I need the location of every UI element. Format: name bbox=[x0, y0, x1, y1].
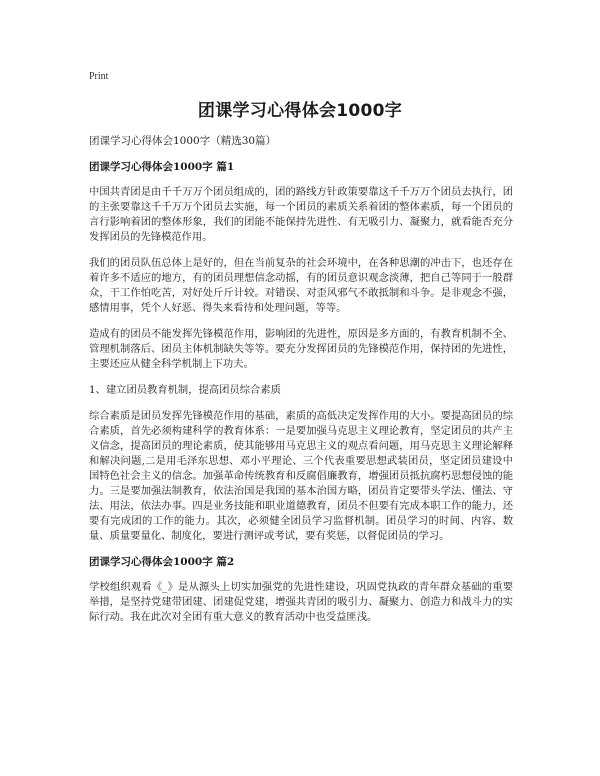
section-2 bbox=[89, 555, 513, 625]
paragraph: 我们的团员队伍总体上是好的，但在当前复杂的社会环境中，在各种思潮的冲击下，也还存在着许多不适应的地方，有的团员理想信念动摇，有的团员意识观念淡薄，把自己等同于一般群众，干工作怕吃苦，对好处斤斤计较。对错误、对歪风邪气不敢抵制和斗争。是非观念不强，感情用事，凭个人好恶、得失来看待和处理问题，等等。 bbox=[89, 257, 513, 314]
paragraph: 造成有的团员不能发挥先锋模范作用，影响团的先进性，原因是多方面的，有教育机制不全、管理机制落后、团员主体机制缺失等等。要充分发挥团员的先锋模范作用，保持团的先进性，主要还应从健全科学机制上下功夫。 bbox=[89, 328, 513, 370]
paragraph: 学校组织观看《_》是从源头上切实加强党的先进性建设，巩固党执政的青年群众基础的重要举措，是坚持党建带团建、团建促党建，增强共青团的吸引力、凝聚力、创造力和战斗力的实际行动。我在此次对全团有重大意义的教育活动中也受益匪浅。 bbox=[89, 581, 513, 623]
print-link[interactable]: Print bbox=[89, 71, 109, 82]
section-heading: 团课学习心得体会1000字 篇2 bbox=[89, 556, 235, 568]
paragraph-subheading: 1、建立团员教育机制，提高团员综合素质 bbox=[89, 384, 281, 396]
paragraph: 综合素质是团员发挥先锋模范作用的基础，素质的高低决定发挥作用的大小。要提高团员的综合素质，首先必须构建科学的教育体系：一是要加强马克思主义理论教育，坚定团员的共产主义信念，提高团员的理论素质，使其能够用马克思主义的观点看问题，用马克思主义理论解释和解决问题,二是用毛泽东思想、邓小平理论、三个代表重要思想武装团员，坚定团员建设中国特色社会主义的信念。加强革命传统教育和反腐倡廉教育，增强团员抵抗腐朽思想侵蚀的能力。三是要加强法制教育，依法治国是我国的基本治国方略，团员肯定要带头学法、懂法、守法、用法，依法办事。四是业务技能和职业道德教育，团员不但要有完成本职工作的能力，还要有完成团的工作的能力。其次，必须健全团员学习监督机制。团员学习的时间、内容、数量、质量要量化、制度化，要进行测评或考试，要有奖惩，以督促团员的学习。 bbox=[89, 410, 513, 542]
paragraph: 中国共青团是由千千万万个团员组成的，团的路线方针政策要靠这千千万万个团员去执行，团的主张要靠这千千万万个团员去实施，每一个团员的素质关系着团的整体素质，每一个团员的言行影响着团的整体形象，我们的团能不能保持先进性、有无吸引力、凝聚力，就看能否充分发挥团员的先锋模范作用。 bbox=[89, 186, 513, 243]
document-body bbox=[89, 134, 513, 636]
section-1 bbox=[89, 160, 513, 544]
page-title: 团课学习心得体会1000字 bbox=[197, 101, 403, 121]
section-heading: 团课学习心得体会1000字 篇1 bbox=[89, 161, 235, 173]
document-subtitle: 团课学习心得体会1000字（精选30篇） bbox=[89, 135, 277, 147]
